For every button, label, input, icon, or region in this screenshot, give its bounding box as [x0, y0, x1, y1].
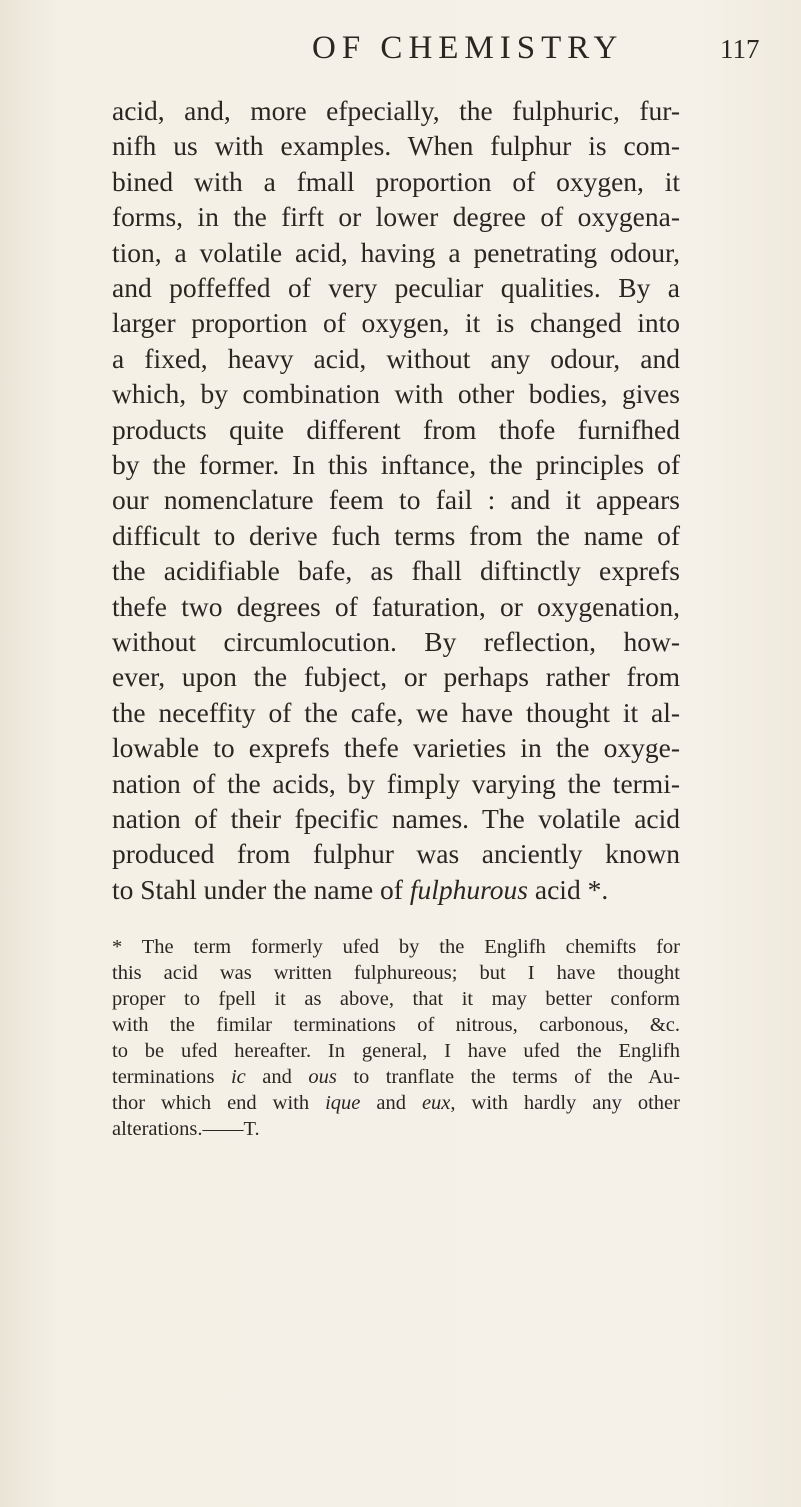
body-line: nation of their fpecific names. The volatile acid — [112, 803, 680, 834]
italic-term: fulphurous — [409, 873, 529, 905]
body-line: nifh us with examples. When fulphur is com- — [112, 130, 680, 162]
body-line: lowable to exprefs thefe varieties in the oxyge- — [112, 732, 680, 764]
body-line: nation of the acids, by fimply varying the termi- — [112, 767, 680, 799]
body-line: the acidifiable bafe, as fhall diftinctly exprefs — [112, 555, 680, 587]
footnote-line: with the fimilar terminations of nitrous, carbonous, &c. — [112, 1014, 680, 1036]
body-line: without circumlocution. By reflection, how- — [112, 626, 680, 657]
body-line: the neceffity of the cafe, we have thought it al- — [112, 696, 680, 728]
body-line: by the former. In this inftance, the principles of — [112, 449, 680, 480]
footnote-line-last: alterations.——T. — [112, 1118, 260, 1140]
footnote-text-span: and — [245, 1066, 309, 1088]
body-line: our nomenclature feem to fail : and it appears — [112, 484, 680, 516]
body-line: which, by combination with other bodies, gives — [112, 378, 680, 410]
footnote-line: proper to fpell it as above, that it may better conform — [112, 988, 680, 1010]
footnote-text-span: to tranflate the terms of the Au- — [336, 1066, 680, 1088]
body-line: acid, and, more efpecially, the fulphuric, fur- — [112, 95, 680, 126]
body-line: thefe two degrees of faturation, or oxygenation, — [112, 590, 680, 622]
body-line: a fixed, heavy acid, without any odour, and — [112, 342, 680, 374]
italic-term: ic — [230, 1066, 246, 1088]
body-line: produced from fulphur was anciently known — [112, 838, 680, 870]
italic-term: ous — [308, 1066, 337, 1088]
footnote-text-span: thor which end with — [112, 1092, 326, 1114]
body-text-span: to Stahl under the name of — [112, 873, 410, 905]
footnote-line: this acid was written fulphureous; but I have thought — [112, 962, 680, 984]
body-line: ever, upon the fubject, or perhaps rather from — [112, 661, 680, 693]
body-line: tion, a volatile acid, having a penetrating odour, — [112, 236, 680, 268]
body-line: larger proportion of oxygen, it is changed into — [112, 307, 680, 339]
footnote-text-span: and — [360, 1092, 422, 1114]
body-line: forms, in the firft or lower degree of oxygena- — [112, 201, 680, 233]
footnote-line — [112, 1093, 680, 1114]
footnote-line: to be ufed hereafter. In general, I have ufed the Englifh — [112, 1040, 680, 1062]
italic-term: eux — [421, 1092, 451, 1114]
footnote-text-span: , with hardly any other — [450, 1092, 680, 1114]
body-line: products quite different from thofe furnifhed — [112, 413, 680, 445]
italic-term: ique — [325, 1092, 361, 1114]
footnote-line — [112, 1067, 680, 1088]
footnote-text-span: terminations — [112, 1066, 231, 1088]
body-text-span: acid *. — [528, 873, 609, 905]
body-line: difficult to derive fuch terms from the name of — [112, 519, 680, 551]
body-line: bined with a fmall proportion of oxygen, it — [112, 165, 680, 197]
body-line-last — [112, 873, 609, 905]
running-head: OF CHEMISTRY — [312, 30, 624, 66]
body-line: and poffeffed of very peculiar qualities. By a — [112, 272, 680, 303]
page-number: 117 — [720, 34, 760, 64]
footnote-line: * The term formerly ufed by the Englifh chemifts for — [112, 936, 680, 958]
